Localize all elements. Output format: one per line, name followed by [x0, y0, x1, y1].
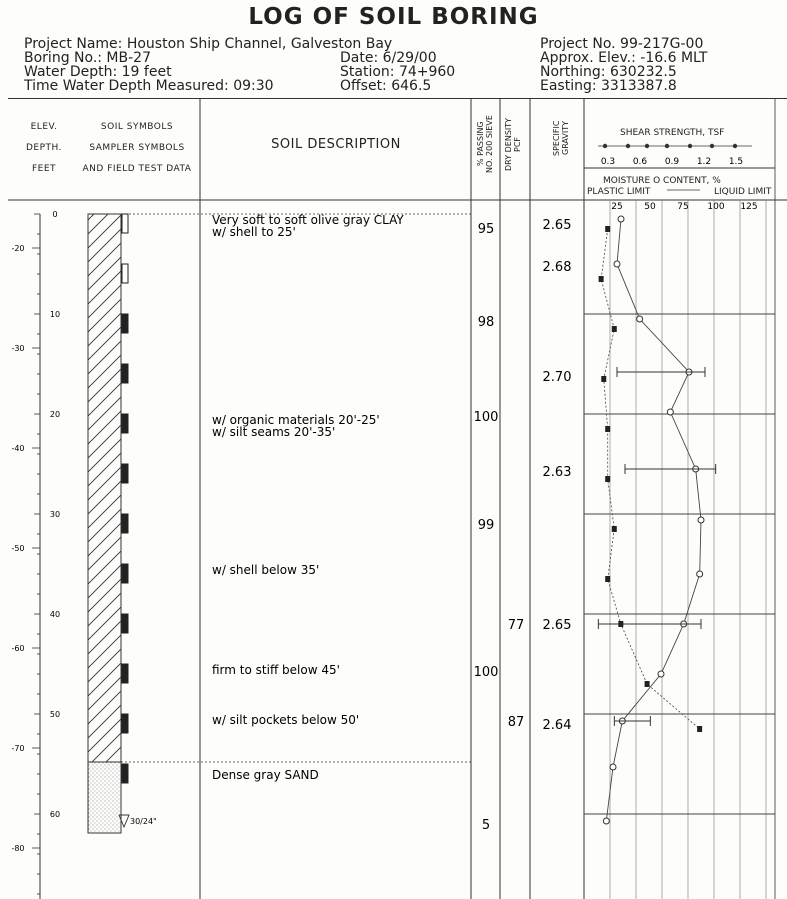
- moisture-content-point: [658, 671, 664, 677]
- sampler-symbols-label: SAMPLER SYMBOLS: [89, 143, 185, 153]
- soil-description-line: w/ organic materials 20'-25': [212, 413, 380, 427]
- shear-scale-label: 0.9: [664, 157, 680, 167]
- shear-legend-symbol: [645, 144, 649, 148]
- elev-tick-label: -70: [11, 744, 25, 753]
- depth-tick-label: 60: [49, 810, 61, 819]
- easting: Easting: 3313387.8: [540, 78, 677, 94]
- plastic-limit-label: PLASTIC LIMIT: [587, 187, 651, 197]
- sampler-symbol: [122, 664, 128, 683]
- shear-strength-point: [601, 376, 606, 382]
- moisture-content-line: [606, 219, 701, 821]
- soil-description-header: SOIL DESCRIPTION: [271, 137, 401, 152]
- specific-gravity-value: 2.64: [542, 718, 572, 733]
- station: Station: 74+960: [340, 64, 456, 80]
- gravity-label: GRAVITY: [561, 121, 570, 155]
- depth-label: DEPTH.: [25, 143, 62, 153]
- soil-description-line: w/ shell to 25': [212, 225, 296, 239]
- clay-symbol: [88, 214, 121, 762]
- time-measured: Time Water Depth Measured: 09:30: [24, 78, 274, 94]
- elev-tick-label: -80: [11, 844, 25, 853]
- soil-description-line: Very soft to soft olive gray CLAY: [212, 213, 404, 227]
- depth-tick-label: 0: [52, 210, 58, 219]
- specific-gravity-value: 2.70: [542, 370, 572, 385]
- shear-legend-symbol: [688, 144, 692, 148]
- moisture-content-point: [697, 571, 703, 577]
- dry-density-value: 77: [507, 618, 525, 633]
- moisture-content-point: [610, 764, 616, 770]
- elev-tick-label: -50: [11, 544, 25, 553]
- shear-strength-point: [605, 426, 610, 432]
- date: Date: 6/29/00: [340, 50, 437, 66]
- log-title: LOG OF SOIL BORING: [248, 4, 539, 30]
- soil-description-line: firm to stiff below 45': [212, 663, 340, 677]
- dry-density-label: DRY DENSITY: [504, 117, 513, 171]
- project-name: Project Name: Houston Ship Channel, Galveston Bay: [24, 36, 393, 52]
- passing-200-value: 100: [473, 665, 499, 680]
- shear-legend-symbol: [733, 144, 737, 148]
- shear-strength-point: [612, 326, 617, 332]
- shear-legend-symbol: [603, 144, 607, 148]
- moisture-content-point: [698, 517, 704, 523]
- water-depth: Water Depth: 19 feet: [24, 64, 172, 80]
- moisture-header: MOISTURE O CONTENT, %: [603, 176, 721, 186]
- depth-tick-label: 40: [49, 610, 61, 619]
- passing-200-value: 5: [481, 818, 491, 833]
- elev-tick-label: -40: [11, 444, 25, 453]
- sampler-symbol: [122, 564, 128, 583]
- shear-strength-point: [599, 276, 604, 282]
- shear-scale-label: 1.2: [696, 157, 712, 167]
- soil-description-line: w/ silt seams 20'-35': [212, 425, 336, 439]
- project-no: Project No. 99-217G-00: [540, 36, 704, 52]
- specific-gravity-value: 2.65: [542, 618, 572, 633]
- elev-tick-label: -30: [11, 344, 25, 353]
- sampler-symbol: [122, 514, 128, 533]
- shear-strength-point: [612, 526, 617, 532]
- shear-scale-label: 1.5: [728, 157, 744, 167]
- soil-description-line: w/ silt pockets below 50': [212, 713, 360, 727]
- shear-scale-label: 0.3: [600, 157, 616, 167]
- elev-label: ELEV.: [30, 122, 58, 132]
- depth-tick-label: 50: [49, 710, 61, 719]
- shear-strength-line: [601, 229, 700, 729]
- moisture-scale-label: 125: [740, 202, 758, 212]
- specific-label: SPECIFIC: [552, 120, 561, 156]
- soil-description-line: w/ shell below 35': [212, 563, 320, 577]
- shear-legend-symbol: [665, 144, 669, 148]
- moisture-content-point: [603, 818, 609, 824]
- approx-elev: Approx. Elev.: -16.6 MLT: [540, 50, 708, 66]
- field-test-value: 30/24": [130, 817, 157, 826]
- northing: Northing: 630232.5: [540, 64, 677, 80]
- sampler-symbol: [122, 614, 128, 633]
- depth-tick-label: 20: [49, 410, 61, 419]
- sampler-symbol: [122, 414, 128, 433]
- moisture-scale-label: 50: [644, 202, 656, 212]
- sieve-label: NO. 200 SIEVE: [485, 115, 494, 173]
- sampler-symbol: [122, 714, 128, 733]
- liquid-limit-label: LIQUID LIMIT: [714, 187, 772, 197]
- shear-strength-point: [605, 476, 610, 482]
- sampler-symbol: [122, 464, 128, 483]
- shear-legend-symbol: [626, 144, 630, 148]
- moisture-content-point: [667, 409, 673, 415]
- passing-200-value: 100: [473, 410, 499, 425]
- specific-gravity-value: 2.68: [542, 260, 572, 275]
- depth-tick-label: 30: [49, 510, 61, 519]
- sampler-symbol: [122, 364, 128, 383]
- sampler-symbol: [122, 314, 128, 333]
- passing-label: % PASSING: [476, 121, 485, 167]
- shear-strength-header: SHEAR STRENGTH, TSF: [620, 128, 725, 138]
- tube-sampler-symbol: [122, 214, 128, 233]
- elev-tick-label: -20: [11, 244, 25, 253]
- shear-strength-point: [645, 681, 650, 687]
- passing-200-value: 95: [477, 222, 495, 237]
- shear-strength-point: [697, 726, 702, 732]
- field-test-label: AND FIELD TEST DATA: [82, 164, 192, 174]
- passing-200-value: 99: [477, 518, 495, 533]
- moisture-content-point: [614, 261, 620, 267]
- elev-tick-label: -60: [11, 644, 25, 653]
- depth-tick-label: 10: [49, 310, 61, 319]
- soil-description-line: Dense gray SAND: [212, 768, 319, 782]
- dry-density-value: 87: [507, 715, 525, 730]
- specific-gravity-value: 2.65: [542, 218, 572, 233]
- soil-symbols-label: SOIL SYMBOLS: [100, 122, 174, 132]
- moisture-scale-label: 25: [611, 202, 623, 212]
- sampler-symbol: [122, 764, 128, 783]
- shear-strength-point: [605, 576, 610, 582]
- shear-scale-label: 0.6: [632, 157, 648, 167]
- boring-no: Boring No.: MB-27: [24, 50, 151, 66]
- sand-symbol: [88, 762, 121, 833]
- moisture-content-point: [618, 216, 624, 222]
- shear-strength-point: [605, 226, 610, 232]
- offset: Offset: 646.5: [340, 78, 432, 94]
- tube-sampler-symbol: [122, 264, 128, 283]
- moisture-scale-label: 75: [677, 202, 689, 212]
- shear-strength-point: [618, 621, 623, 627]
- feet-label: FEET: [31, 164, 57, 174]
- passing-200-value: 98: [477, 315, 495, 330]
- shear-legend-symbol: [710, 144, 714, 148]
- specific-gravity-value: 2.63: [542, 465, 572, 480]
- pcf-label: PCF: [513, 136, 522, 152]
- moisture-content-point: [637, 316, 643, 322]
- moisture-scale-label: 100: [707, 202, 725, 212]
